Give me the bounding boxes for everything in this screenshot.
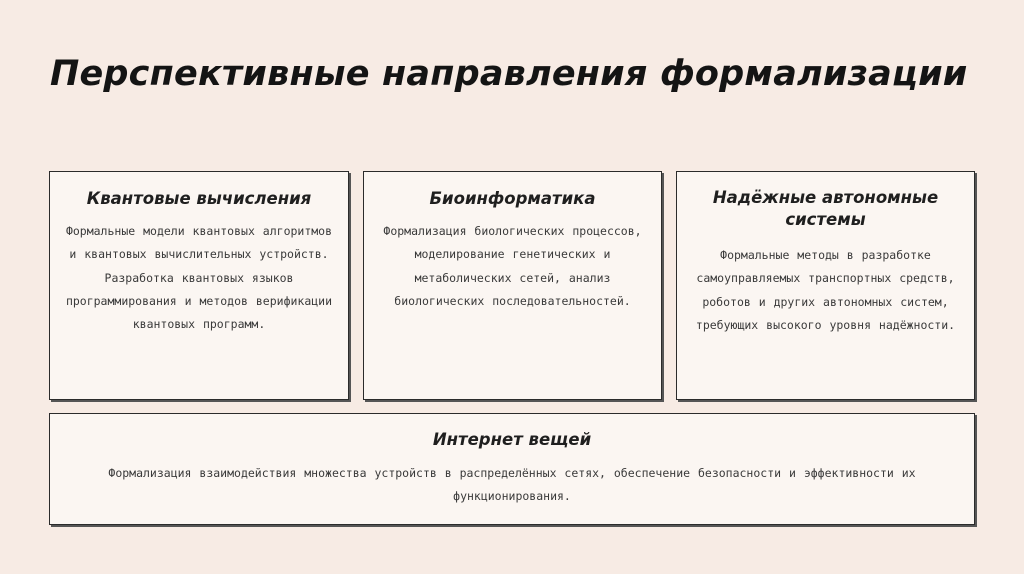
slide-title: Перспективные направления формализации [50,54,968,94]
card-quantum-computing [49,171,349,400]
card-title: Биоинформатика [429,189,596,208]
card-title: Надёжные автономные системы [712,188,939,229]
card-autonomous-systems [676,171,975,400]
card-description: Формализация биологических процессов, моделирование генетических и метаболических сетей, анализ биологических последовательностей. [383,224,642,308]
card-description: Формальные модели квантовых алгоритмов и квантовых вычислительных устройств. Разработка квантовых языков программирования и методов верификации квантовых программ. [65,224,333,332]
card-title: Интернет вещей [432,430,592,449]
card-bioinformatics [363,171,662,400]
card-title: Квантовые вычисления [86,189,312,208]
card-description: Формализация взаимодействия множества устройств в распределённых сетях, обеспечение безопасности и эффективности их функционирования. [108,466,916,504]
card-internet-of-things [49,413,975,525]
card-description: Формальные методы в разработке самоуправляемых транспортных средств, роботов и других автономных систем, требующих высокого уровня надёжности. [695,248,956,332]
